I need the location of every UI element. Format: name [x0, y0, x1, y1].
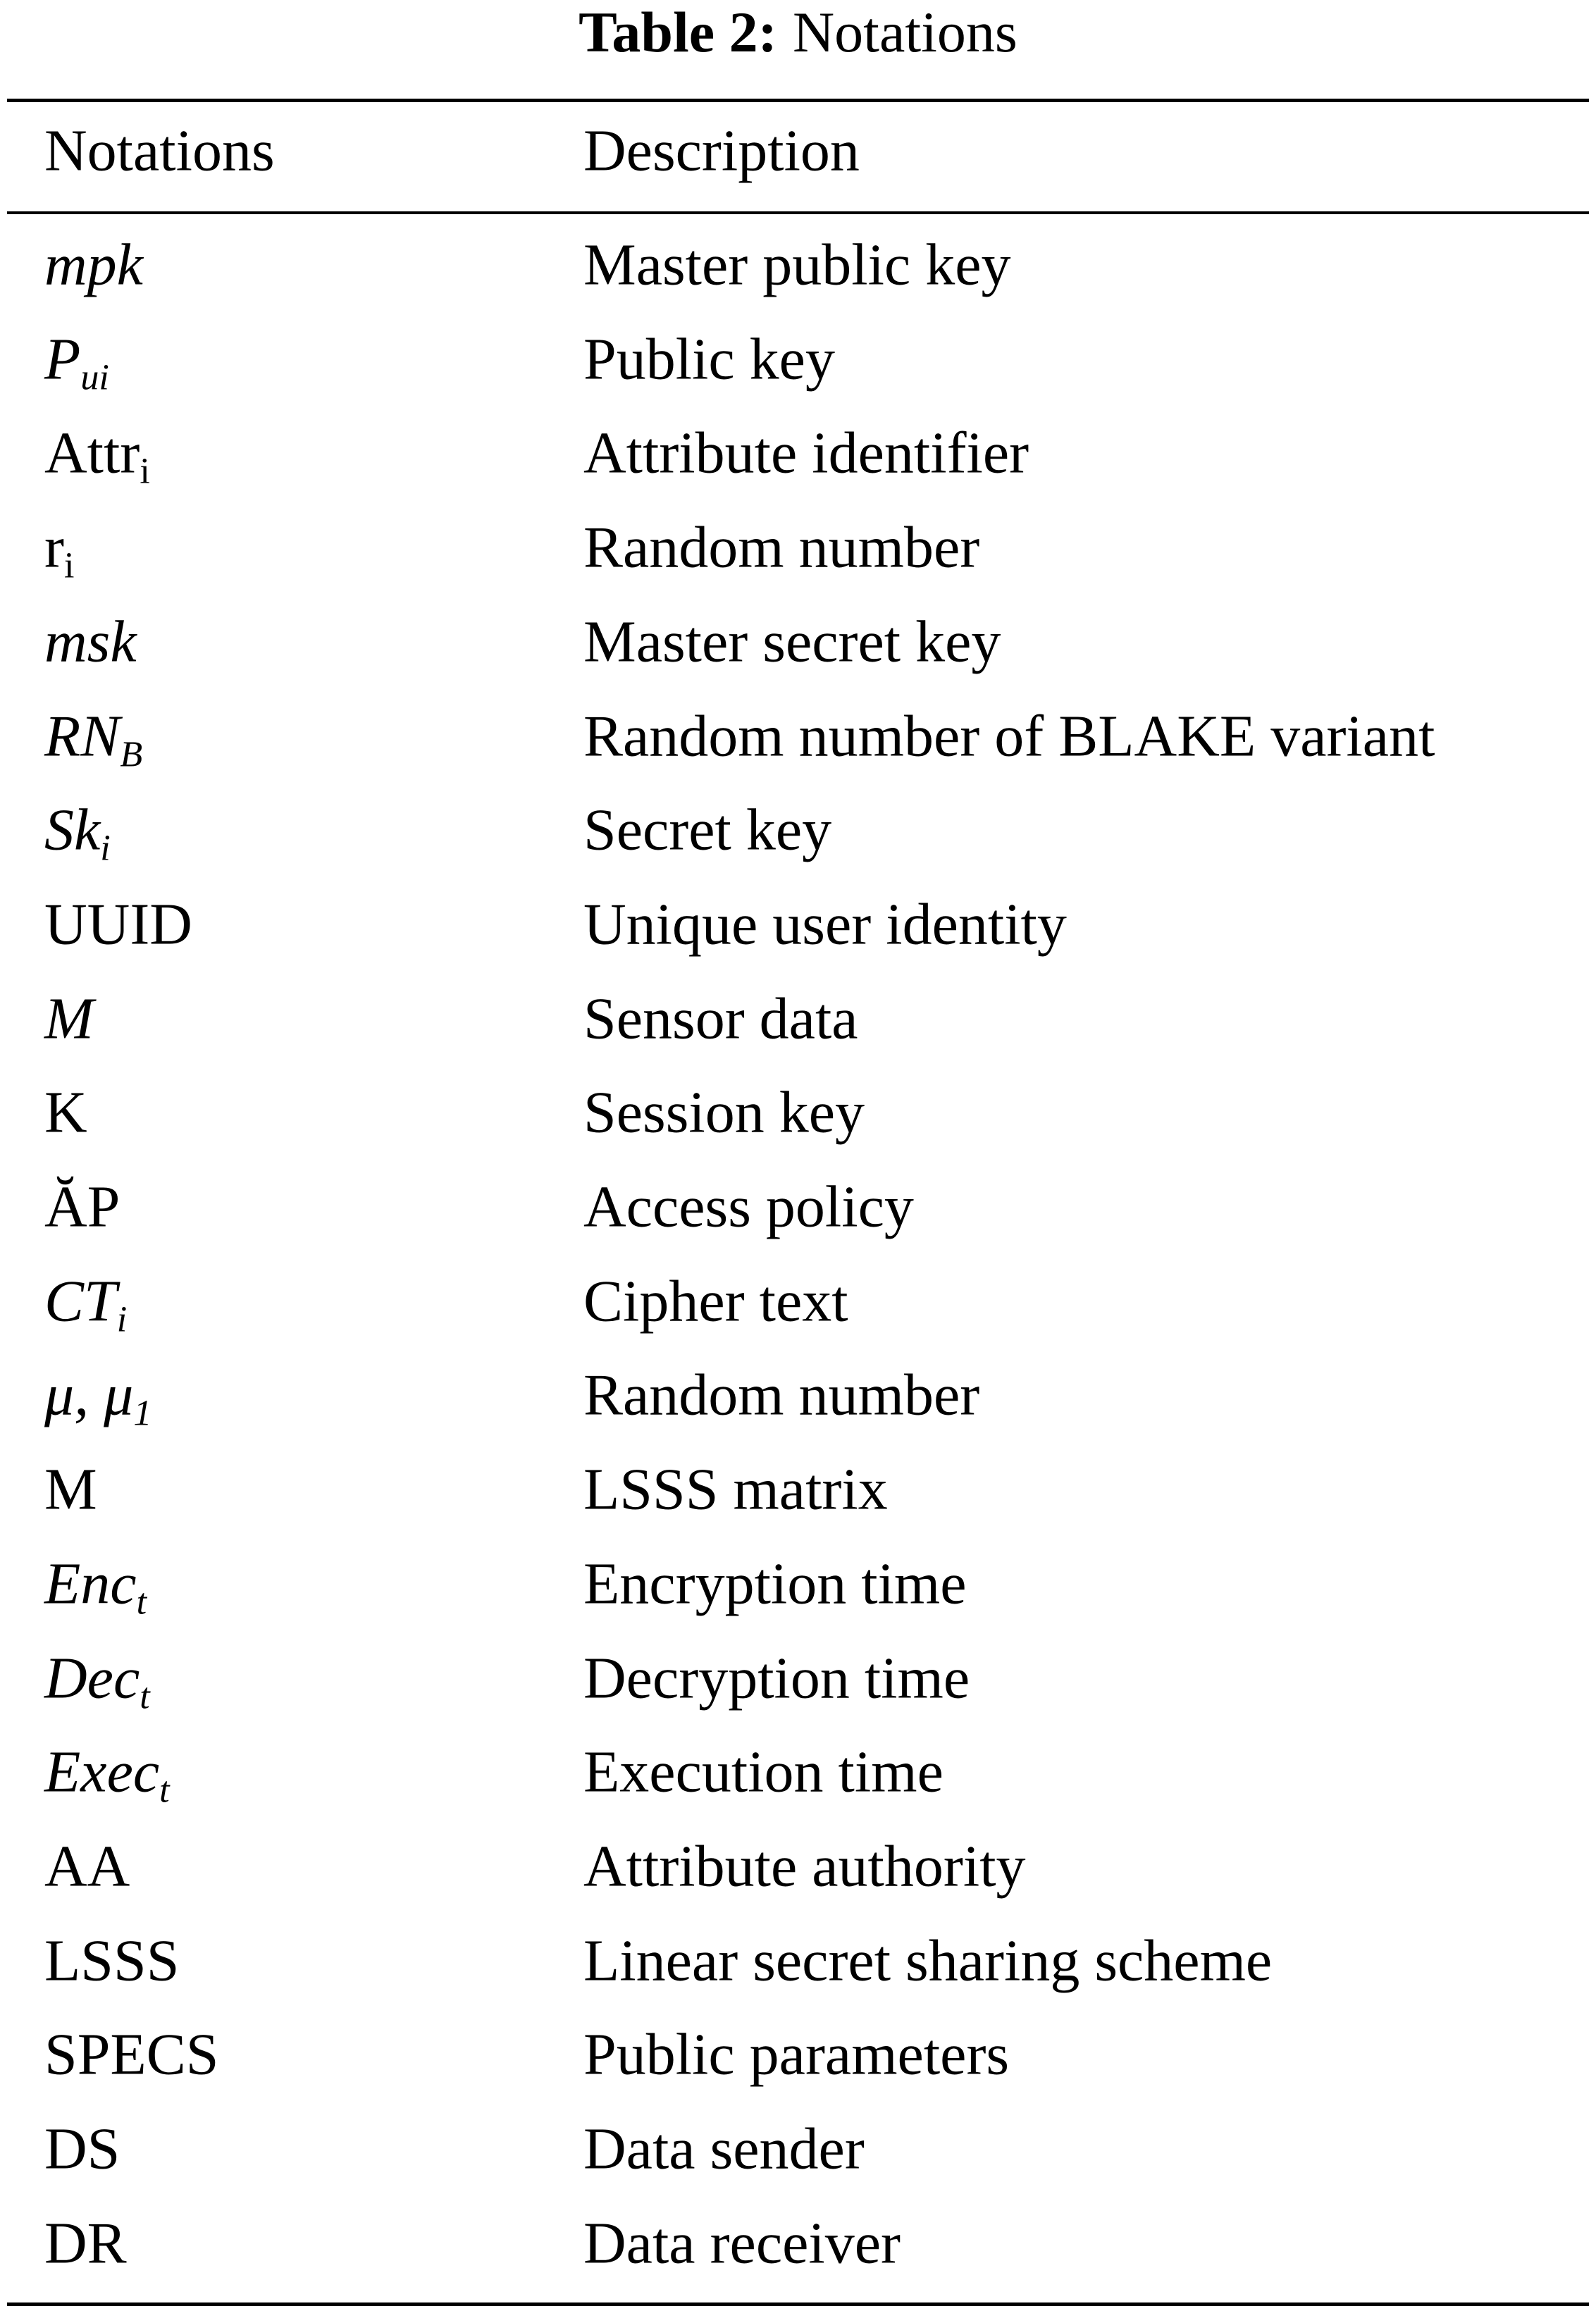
description-cell: Cipher text [583, 1268, 848, 1334]
notation-symbol: Attr [44, 421, 140, 487]
description-cell: Sensor data [583, 986, 858, 1052]
table-top-rule [7, 99, 1589, 102]
description-cell: Attribute authority [583, 1833, 1026, 1899]
notation-symbol: DR [44, 2210, 127, 2276]
notation-cell [44, 796, 111, 869]
table-row [0, 2107, 1596, 2202]
notation-cell [44, 419, 150, 492]
table-row [0, 788, 1596, 883]
notation-cell [44, 514, 75, 586]
notation-cell [44, 231, 143, 299]
description-cell: Execution time [583, 1739, 944, 1805]
notation-symbol: LSSS [44, 1928, 180, 1994]
notation-cell [44, 608, 137, 676]
notation-symbol: AA [44, 1833, 130, 1899]
description-cell: Public parameters [583, 2022, 1010, 2088]
table-header-row [0, 109, 1596, 204]
description-cell: Random number of BLAKE variant [583, 703, 1435, 769]
table-row [0, 695, 1596, 789]
description-cell: Encryption time [583, 1551, 967, 1617]
notation-symbol: msk [44, 609, 137, 675]
table-row [0, 883, 1596, 977]
notation-symbol: K [44, 1080, 87, 1146]
notation-cell [44, 1644, 150, 1716]
notation-cell [44, 1738, 170, 1811]
header-notations: Notations [44, 118, 275, 184]
description-cell: Data receiver [583, 2210, 901, 2276]
notation-cell [44, 1456, 97, 1524]
notation-symbol: μ, μ [44, 1363, 134, 1429]
notation-cell [44, 2209, 127, 2277]
notation-symbol: Enc [44, 1551, 137, 1617]
notation-subscript: i [140, 451, 150, 492]
notation-symbol: P [44, 326, 81, 392]
notation-subscript: i [116, 1299, 128, 1340]
table-row [0, 2013, 1596, 2107]
table-caption-text: Notations [792, 0, 1017, 64]
notation-symbol: DS [44, 2116, 120, 2182]
table-row [0, 411, 1596, 506]
notation-symbol: Exec [44, 1739, 160, 1805]
notation-symbol: UUID [44, 891, 192, 957]
table-row [0, 1448, 1596, 1542]
notation-symbol: CT [44, 1268, 117, 1334]
notation-subscript: t [159, 1770, 170, 1811]
table-row [0, 506, 1596, 600]
description-cell: Secret key [583, 797, 832, 863]
description-cell: Public key [583, 326, 835, 392]
table-row [0, 1260, 1596, 1354]
notation-cell [44, 1926, 179, 1995]
notation-subscript: t [136, 1582, 147, 1623]
notation-symbol: RN [44, 703, 120, 769]
table-row [0, 1071, 1596, 1165]
description-cell: LSSS matrix [583, 1456, 888, 1523]
description-cell: Access policy [583, 1174, 914, 1240]
notation-symbol: ĂP [44, 1174, 120, 1240]
notation-cell [44, 325, 109, 398]
description-cell: Session key [583, 1080, 865, 1146]
notation-cell [44, 2115, 120, 2183]
description-cell: Random number [583, 514, 980, 581]
table-row [0, 223, 1596, 318]
header-description: Description [583, 118, 860, 184]
description-cell: Master secret key [583, 609, 1001, 675]
notation-symbol: Dec [44, 1645, 140, 1711]
notation-cell [44, 2021, 219, 2089]
notation-subscript: t [140, 1675, 150, 1716]
table-row [0, 318, 1596, 412]
notation-symbol: SPECS [44, 2022, 219, 2088]
notation-cell [44, 1833, 130, 1901]
description-cell: Random number [583, 1363, 980, 1429]
table-row [0, 1542, 1596, 1637]
notation-cell [44, 1550, 147, 1623]
description-cell: Attribute identifier [583, 421, 1029, 487]
notation-symbol: mpk [44, 232, 143, 298]
description-cell: Unique user identity [583, 891, 1067, 957]
table-row [0, 1353, 1596, 1448]
notation-cell [44, 984, 94, 1053]
notation-subscript: i [100, 828, 111, 869]
notation-cell [44, 1267, 128, 1340]
table-row [0, 1825, 1596, 1919]
table-row [0, 600, 1596, 695]
table-row [0, 1730, 1596, 1825]
notation-cell [44, 891, 192, 959]
table-header-rule [7, 211, 1589, 214]
notation-symbol: r [44, 514, 64, 581]
notation-cell [44, 1173, 120, 1241]
table-row [0, 1637, 1596, 1731]
table-row [0, 2202, 1596, 2296]
description-cell: Linear secret sharing scheme [583, 1928, 1273, 1994]
notation-cell [44, 702, 143, 774]
notation-symbol: M [44, 986, 94, 1052]
table-bottom-rule [7, 2302, 1589, 2306]
table-caption-label: Table 2: [579, 0, 777, 64]
notation-symbol: M [44, 1456, 97, 1523]
notation-subscript: B [120, 733, 143, 774]
description-cell: Master public key [583, 232, 1011, 298]
notation-subscript: 1 [133, 1393, 152, 1434]
notation-subscript: ui [80, 357, 109, 398]
table-caption [0, 0, 1596, 65]
notation-symbol: Sk [44, 797, 101, 863]
table-row [0, 1165, 1596, 1260]
table-row [0, 1919, 1596, 2014]
notation-cell [44, 1361, 152, 1434]
notation-cell [44, 1079, 87, 1147]
table-row [0, 977, 1596, 1072]
description-cell: Data sender [583, 2116, 865, 2182]
notation-subscript: i [63, 545, 75, 586]
description-cell: Decryption time [583, 1645, 970, 1711]
